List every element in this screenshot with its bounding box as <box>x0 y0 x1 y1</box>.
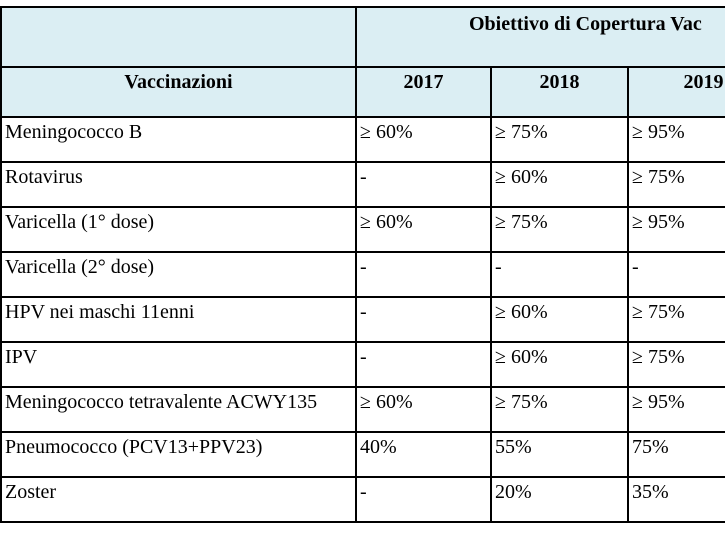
value-2018-cell: 55% <box>491 432 628 477</box>
vaccine-name-cell: Meningococco B <box>1 117 356 162</box>
value-2017-cell: 40% <box>356 432 491 477</box>
value-2017-cell: - <box>356 342 491 387</box>
vaccine-name-cell: HPV nei maschi 11enni <box>1 297 356 342</box>
value-2018-cell: ≥ 75% <box>491 117 628 162</box>
value-2018-cell: ≥ 60% <box>491 342 628 387</box>
value-2018-cell: - <box>491 252 628 297</box>
vaccination-coverage-table <box>0 6 725 523</box>
vaccine-name-cell: Pneumococco (PCV13+PPV23) <box>1 432 356 477</box>
value-2017-cell: - <box>356 162 491 207</box>
value-2018-cell: ≥ 75% <box>491 387 628 432</box>
value-2019-cell: ≥ 95% <box>628 387 725 432</box>
value-2019-cell: ≥ 95% <box>628 117 725 162</box>
value-2019-cell: ≥ 75% <box>628 342 725 387</box>
vaccine-name-cell: Rotavirus <box>1 162 356 207</box>
table-row <box>1 387 725 432</box>
table-row <box>1 297 725 342</box>
value-2017-cell: - <box>356 477 491 522</box>
value-2017-cell: ≥ 60% <box>356 387 491 432</box>
year-2018-header: 2018 <box>491 67 628 117</box>
value-2019-cell: - <box>628 252 725 297</box>
vaccination-coverage-table-wrapper <box>0 6 725 523</box>
value-2017-cell: - <box>356 297 491 342</box>
table-row <box>1 342 725 387</box>
value-2017-cell: ≥ 60% <box>356 117 491 162</box>
year-2017-header: 2017 <box>356 67 491 117</box>
table-row <box>1 252 725 297</box>
vaccine-name-cell: Meningococco tetravalente ACWY135 <box>1 387 356 432</box>
value-2018-cell: ≥ 60% <box>491 162 628 207</box>
header-blank-cell <box>1 7 356 67</box>
value-2019-cell: ≥ 75% <box>628 297 725 342</box>
vaccine-name-cell: Varicella (2° dose) <box>1 252 356 297</box>
table-column-header-row <box>1 67 725 117</box>
table-row <box>1 162 725 207</box>
table-group-header-row <box>1 7 725 67</box>
value-2018-cell: 20% <box>491 477 628 522</box>
value-2019-cell: ≥ 95% <box>628 207 725 252</box>
table-row <box>1 117 725 162</box>
vaccinations-column-header: Vaccinazioni <box>1 67 356 117</box>
value-2018-cell: ≥ 60% <box>491 297 628 342</box>
value-2019-cell: 75% <box>628 432 725 477</box>
value-2018-cell: ≥ 75% <box>491 207 628 252</box>
table-row <box>1 477 725 522</box>
value-2019-cell: ≥ 75% <box>628 162 725 207</box>
table-row <box>1 432 725 477</box>
vaccine-name-cell: IPV <box>1 342 356 387</box>
year-2019-header: 2019 <box>628 67 725 117</box>
value-2017-cell: - <box>356 252 491 297</box>
value-2019-cell: 35% <box>628 477 725 522</box>
table-row <box>1 207 725 252</box>
vaccine-name-cell: Varicella (1° dose) <box>1 207 356 252</box>
value-2017-cell: ≥ 60% <box>356 207 491 252</box>
coverage-objective-title: Obiettivo di Copertura Vac <box>356 7 725 67</box>
vaccine-name-cell: Zoster <box>1 477 356 522</box>
